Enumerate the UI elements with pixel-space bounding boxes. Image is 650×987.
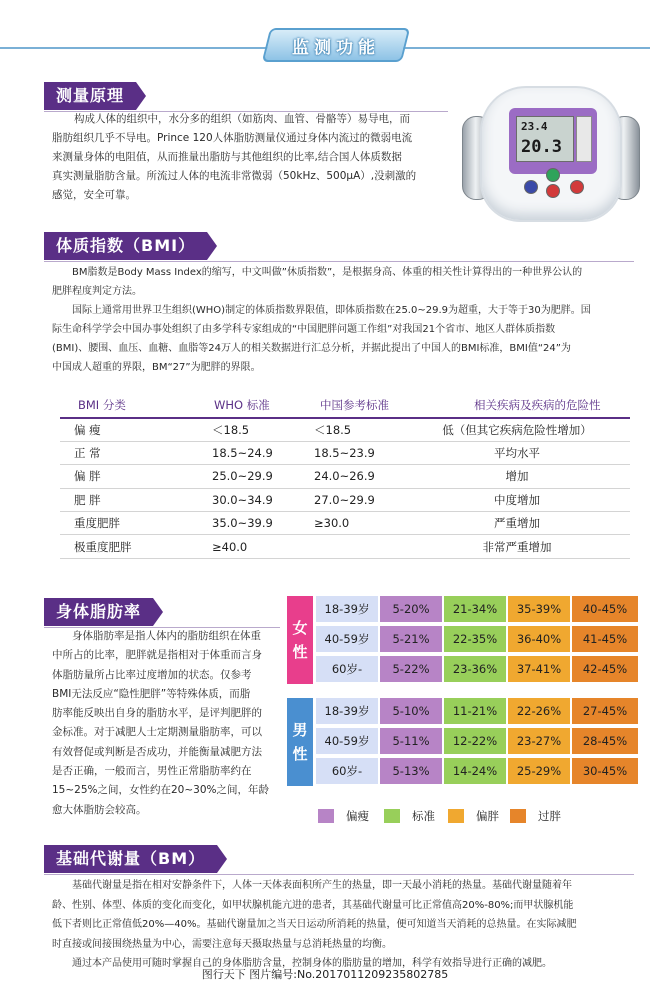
section-heading-body-fat [44,598,280,626]
text-line: 基础代谢量是指在相对安静条件下，人体一天体表面积所产生的热量，即一天最小消耗的热量。基础代谢量随着年 [72,880,572,891]
gender-label-female: 女性 [287,596,313,684]
table-row: 偏 胖 25.0~29.9 24.0~26.9 增加 [60,465,630,488]
legend-swatch [384,809,400,823]
legend-swatch [510,809,526,823]
text-line: 构成人体的组织中，水分多的组织（如筋肉、血管、骨骼等）易导电，而 [74,113,410,125]
legend-item: 偏瘦 [318,808,369,824]
text-line: 身体脂肪率是指人体内的脂肪组织在体重 [72,630,261,642]
gender-label-male: 男性 [287,698,313,786]
watermark-footer: 图行天下 图片编号:No.20170112092358​02785 [201,968,449,981]
text-line: 国际上通常用世界卫生组织(WHO)制定的体质指数界限值，即体质指数在25.0~29.9为超重，大于等于30为肥胖。国 [72,305,591,316]
text-line: 肥胖程度判定方法。 [52,286,142,297]
text-line: 真实测量脂肪含量。所流过人体的电流非常微弱（50kHz、500μA）,没刺激的 [52,170,417,182]
bmi-paragraph [52,263,646,377]
text-line: 脂肪组织几乎不导电。Prince 120人体脂肪测量仪通过身体内流过的微弱电流 [52,132,413,144]
text-line: 15~25%之间，女性约在20~30%之间，年龄 [52,784,269,797]
text-line: 金标准。对于减肥人士定期测量脂肪率，可以 [52,726,262,739]
text-line: 是否正确，一般而言，男性正常脂肪率约在 [52,765,252,778]
table-row: 重度肥胖 35.0~39.9 ≥30.0 严重增加 [60,512,630,535]
text-line: BMI无法反应“隐性肥胖”等特殊体质，而脂 [52,687,251,700]
column-header: BMI 分类 [60,392,160,418]
section-title: 体质指数（BMI） [44,232,207,260]
display-main-value: 20.3 [521,137,562,157]
text-line: 有效督促或判断是否成功，并能衡量减肥方法 [52,745,262,758]
section-heading-bmi [44,232,634,260]
text-line: 体脂肪量所占比率过度增加的状态。仅参考 [52,668,252,681]
section-heading-bm [44,845,634,873]
device-button-icon [546,168,560,182]
text-line: 中所占的比率，肥胖就是指相对于体重而言身 [52,649,262,662]
legend-swatch [448,809,464,823]
principle-paragraph [52,110,462,205]
legend-item: 标准 [384,808,435,824]
table-row: 正 常 18.5~24.9 18.5~23.9 平均水平 [60,441,630,464]
column-header: 相关疾病及疾病的危险性 [404,392,630,418]
device-button-icon [546,184,560,198]
table-row: 肥 胖 30.0~34.9 27.0~29.9 中度增加 [60,488,630,511]
text-line: (BMI)、腰围、血压、血糖、血脂等24万人的相关数据进行汇总分析，并据此提出了中国人的BMI标准，BMI值“24”为 [52,343,571,354]
legend-swatch [318,809,334,823]
text-line: 肪率能反映出自身的脂肪水平，是评判肥胖的 [52,707,262,720]
bmi-table [60,392,630,559]
text-line: 愈大体脂肪会较高。 [52,803,147,816]
table-row: 极重度肥胖 ≥40.0 非常严重增加 [60,535,630,558]
body-fat-monitor-image [458,86,644,222]
text-line: 际生命科学学会中国办事处组织了由多学科专家组成的“中国肥胖问题工作组”对我国21个省市、地区人群体质指数 [52,324,556,335]
table-header-row [60,392,630,418]
body-fat-paragraph [52,627,282,820]
section-title: 身体脂肪率 [44,598,153,626]
text-line: BM脂数是Body Mass Index的缩写，中文叫做”休质指数”，是根据身高、体重的相关性计算得出的一种世界公认的 [72,267,583,278]
banner-title: 监测功能 [292,38,380,58]
column-header: WHO 标准 [160,392,276,418]
text-line: 通过本产品使用可随时掌握自己的身体脂肪含量，控制身体的脂肪量的增加，科学有效指导进行正确的减肥。 [72,958,552,969]
text-line: 感觉，安全可靠。 [52,189,136,201]
text-line: 时直接或间接围绕热量为中心，需要注意每天摄取热量与总消耗热量的均衡。 [52,938,392,950]
table-row: 偏 瘦 ＜18.5 ＜18.5 低（但其它疾病危险性增加） [60,418,630,441]
device-button-icon [524,180,538,194]
section-title: 测量原理 [44,82,136,110]
device-button-icon [570,180,584,194]
text-line: 龄、性别、体型、体质的变化而变化，如甲状腺机能亢进的患者，其基础代谢量可比正常值高20%-80%;而甲状腺机能 [52,899,574,911]
section-title: 基础代谢量（BM） [44,845,217,873]
column-header: 中国参考标准 [276,392,404,418]
text-line: 中国成人超重的界限，BM“27”为肥胖的界限。 [52,362,261,373]
device-display [516,116,574,162]
text-line: 来测量身体的电阻值，从而推量出脂肪与其他组织的比率,结合国人体质数据 [52,151,402,163]
section-heading-principle [44,82,448,110]
legend-item: 过胖 [510,808,561,824]
legend-item: 偏胖 [448,808,499,824]
bm-paragraph [52,876,646,974]
display-top-value: 23.4 [521,120,548,133]
text-line: 低下者则比正常值低20%—40%。基础代谢量加之当天日运动所消耗的热量，便可知道当天消耗的总热量。在实际减肥 [52,919,577,930]
